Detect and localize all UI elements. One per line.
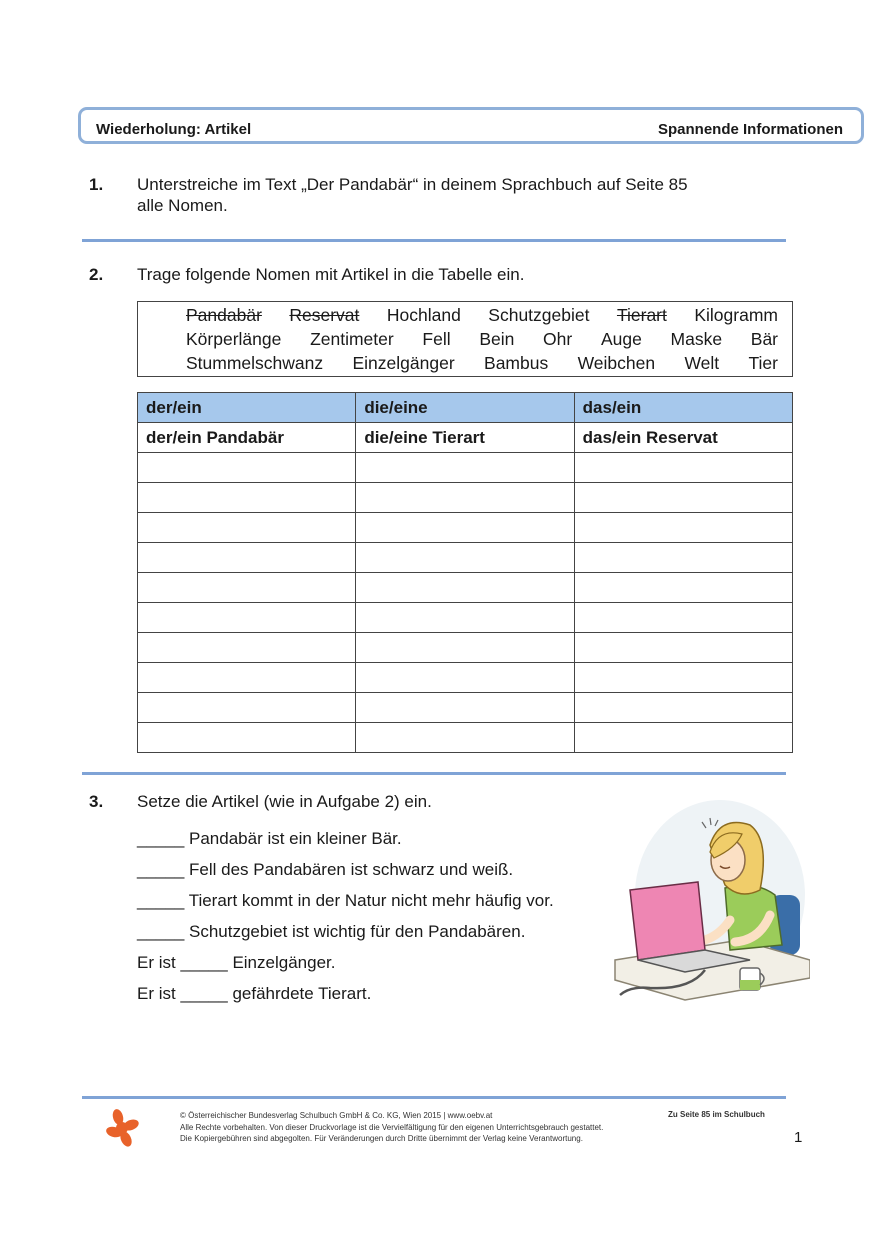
word-item: Auge	[600, 329, 642, 349]
table-cell: die/eine Tierart	[356, 423, 574, 453]
table-header-row	[138, 393, 793, 423]
task1-line1: Unterstreiche im Text „Der Pandabär“ in deinem Sprachbuch auf Seite 85	[137, 175, 688, 194]
copyright-line: © Österreichischer Bundesverlag Schulbuch GmbH & Co. KG, Wien 2015 | www.oebv.at	[180, 1111, 493, 1120]
table-cell[interactable]	[138, 633, 356, 663]
table-cell[interactable]	[138, 723, 356, 753]
table-cell[interactable]	[138, 663, 356, 693]
table-cell[interactable]	[138, 483, 356, 513]
table-cell[interactable]	[356, 573, 574, 603]
separator-2	[82, 772, 786, 775]
table-header-cell: der/ein	[138, 393, 356, 423]
table-cell[interactable]	[574, 633, 792, 663]
table-cell[interactable]	[574, 453, 792, 483]
word-row-2	[186, 329, 778, 350]
word-row-3	[186, 353, 778, 374]
task2-text: Trage folgende Nomen mit Artikel in die Tabelle ein.	[137, 265, 525, 284]
word-item: Bambus	[484, 353, 549, 373]
table-row	[138, 513, 793, 543]
table-cell[interactable]	[356, 723, 574, 753]
word-item: Tierart	[616, 305, 667, 325]
table-cell[interactable]	[138, 453, 356, 483]
table-row	[138, 483, 793, 513]
table-row	[138, 633, 793, 663]
table-header-cell: die/eine	[356, 393, 574, 423]
word-item: Schutzgebiet	[488, 305, 590, 325]
header-title: Wiederholung: Artikel	[96, 121, 252, 138]
table-cell: der/ein Pandabär	[138, 423, 356, 453]
table-cell[interactable]	[574, 483, 792, 513]
table-example-row	[138, 423, 793, 453]
table-row	[138, 603, 793, 633]
task2-number: 2.	[89, 265, 104, 284]
table-header-cell: das/ein	[574, 393, 792, 423]
fill-sentence: Er ist _____ gefährdete Tierart.	[137, 984, 372, 1003]
word-item: Ohr	[543, 329, 573, 349]
table-cell[interactable]	[356, 483, 574, 513]
table-cell[interactable]	[574, 603, 792, 633]
footer-separator	[82, 1096, 786, 1099]
article-table	[137, 392, 793, 753]
separator-1	[82, 239, 786, 242]
word-item: Bär	[750, 329, 778, 349]
table-cell[interactable]	[574, 513, 792, 543]
word-item: Hochland	[386, 305, 461, 325]
word-item: Fell	[422, 329, 451, 349]
table-cell[interactable]	[574, 573, 792, 603]
copyright-line: Die Kopiergebühren sind abgegolten. Für Veränderungen durch Dritte übernimmt der Verlag keine Verantwortung.	[180, 1134, 583, 1143]
word-item: Maske	[670, 329, 723, 349]
word-item: Tier	[748, 353, 778, 373]
table-cell[interactable]	[356, 633, 574, 663]
copyright-line: Alle Rechte vorbehalten. Von dieser Druckvorlage ist die Vervielfältigung für den eigenen Unterrichtsgebrauch gestattet.	[180, 1122, 604, 1132]
word-item: Weibchen	[577, 353, 656, 373]
page-number: 1	[794, 1129, 803, 1146]
task1-line2: alle Nomen.	[137, 196, 228, 215]
fill-sentence: _____ Fell des Pandabären ist schwarz und weiß.	[137, 860, 514, 879]
task1-text	[137, 174, 688, 216]
header-box	[78, 107, 864, 144]
table-cell[interactable]	[356, 453, 574, 483]
table-cell[interactable]	[356, 513, 574, 543]
table-row	[138, 543, 793, 573]
table-cell[interactable]	[356, 603, 574, 633]
fill-sentence: Er ist _____ Einzelgänger.	[137, 953, 336, 972]
word-row-1	[186, 305, 778, 326]
copyright-notice	[180, 1110, 603, 1145]
task1-number: 1.	[89, 175, 104, 194]
fill-sentence: _____ Pandabär ist ein kleiner Bär.	[137, 829, 402, 848]
word-item: Stummelschwanz	[186, 353, 324, 373]
table-cell[interactable]	[356, 693, 574, 723]
header-topic: Spannende Informationen	[657, 121, 843, 138]
task3-text: Setze die Artikel (wie in Aufgabe 2) ein.	[137, 792, 432, 811]
word-item: Pandabär	[186, 305, 262, 325]
word-item: Körperlänge	[186, 329, 282, 349]
word-item: Zentimeter	[310, 329, 394, 349]
table-cell[interactable]	[138, 693, 356, 723]
table-cell[interactable]	[138, 513, 356, 543]
fill-sentence: _____ Schutzgebiet ist wichtig für den Pandabären.	[137, 922, 526, 941]
word-item: Reservat	[289, 305, 360, 325]
table-cell[interactable]	[574, 723, 792, 753]
task3-number: 3.	[89, 792, 104, 811]
publisher-logo-icon	[104, 1108, 140, 1148]
table-cell[interactable]	[138, 603, 356, 633]
table-row	[138, 663, 793, 693]
table-cell: das/ein Reservat	[574, 423, 792, 453]
table-cell[interactable]	[574, 543, 792, 573]
table-cell[interactable]	[574, 663, 792, 693]
girl-laptop-illustration	[610, 800, 810, 1005]
word-item: Einzelgänger	[352, 353, 455, 373]
word-item: Bein	[479, 329, 515, 349]
table-cell[interactable]	[356, 663, 574, 693]
fill-sentence: _____ Tierart kommt in der Natur nicht mehr häufig vor.	[137, 891, 554, 910]
word-box	[137, 301, 793, 377]
table-row	[138, 723, 793, 753]
table-row	[138, 453, 793, 483]
table-cell[interactable]	[574, 693, 792, 723]
table-row	[138, 573, 793, 603]
word-item: Welt	[684, 353, 720, 373]
table-cell[interactable]	[138, 573, 356, 603]
schoolbook-reference: Zu Seite 85 im Schulbuch	[668, 1110, 765, 1119]
word-item: Kilogramm	[694, 305, 778, 325]
table-cell[interactable]	[356, 543, 574, 573]
table-row	[138, 693, 793, 723]
table-cell[interactable]	[138, 543, 356, 573]
